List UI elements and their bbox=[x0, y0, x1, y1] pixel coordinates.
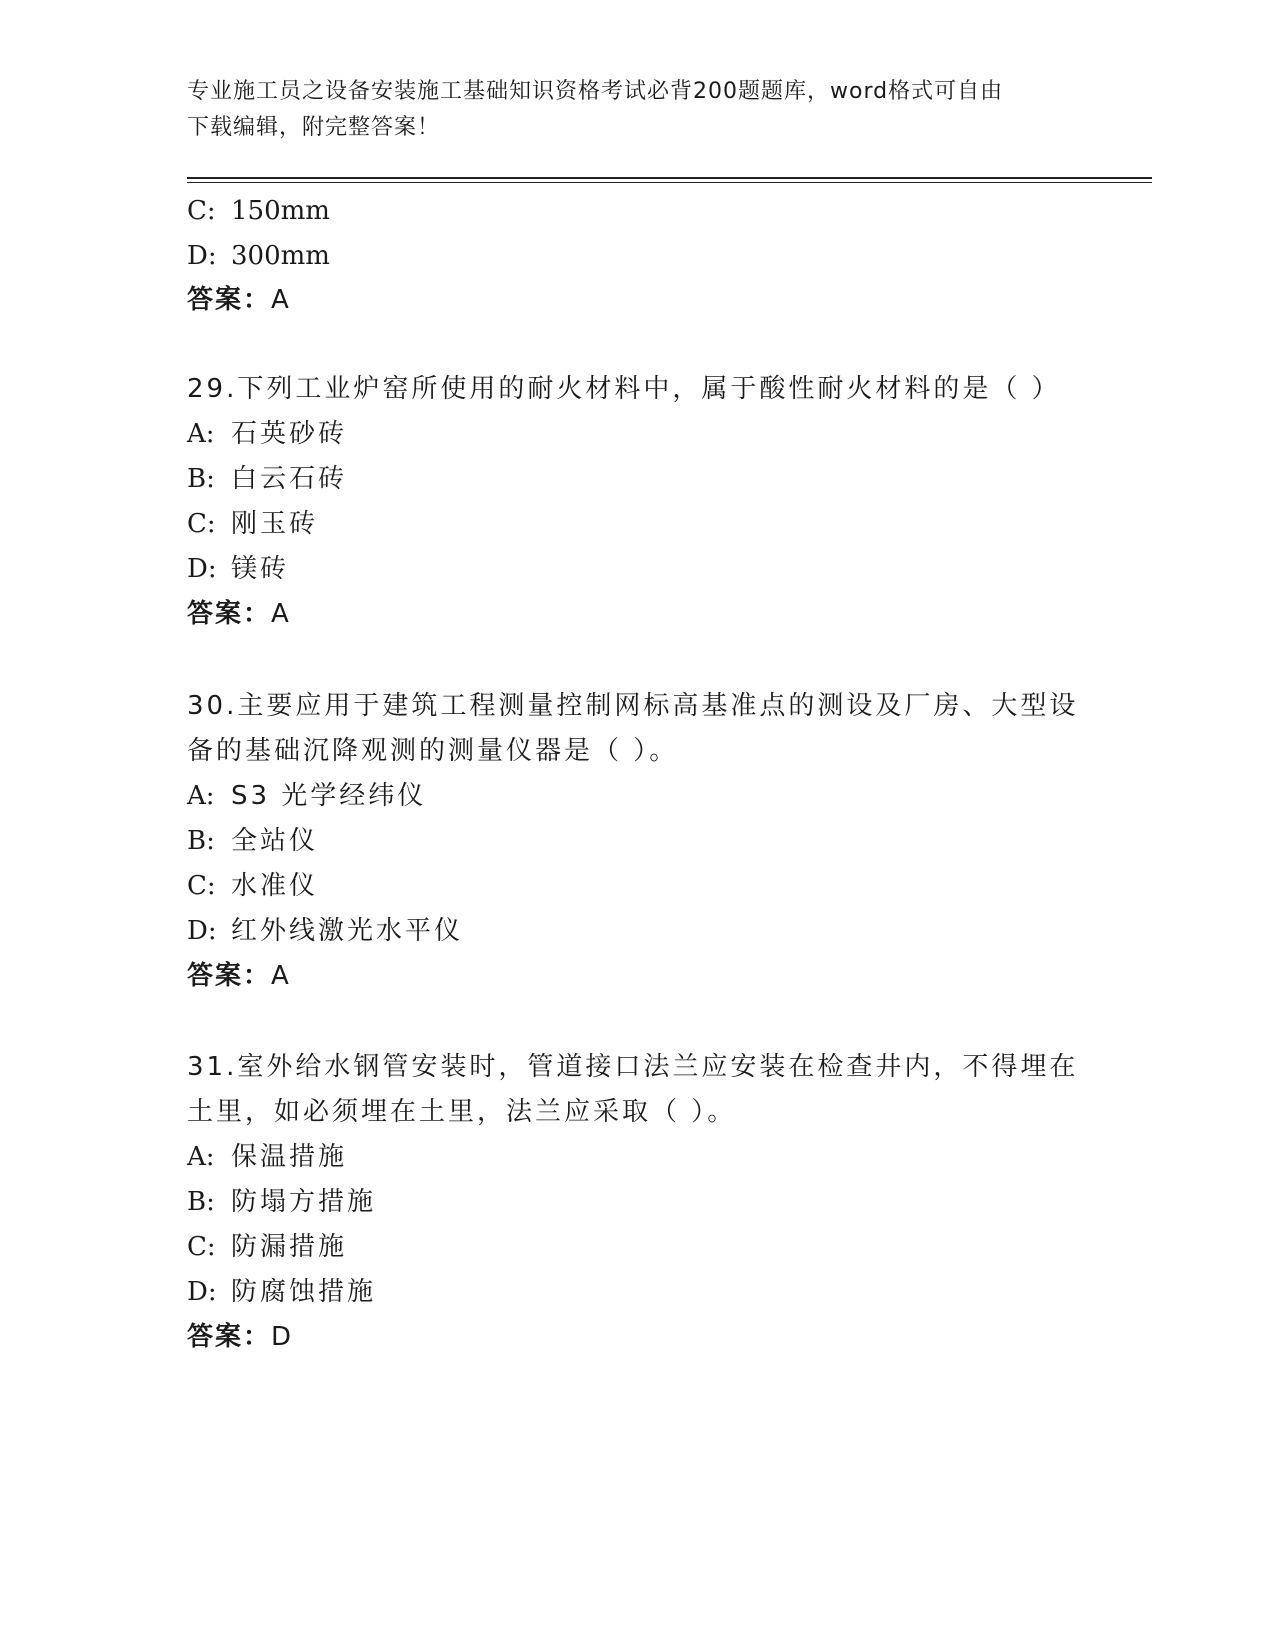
answer-label: 答案： bbox=[187, 961, 272, 991]
option-text: 防漏措施 bbox=[231, 1232, 348, 1262]
option-text: 150mm bbox=[231, 196, 330, 226]
document-header bbox=[187, 74, 1087, 146]
option-d bbox=[187, 914, 463, 948]
option-c bbox=[187, 1230, 347, 1264]
option-label: A: bbox=[187, 781, 215, 811]
option-b bbox=[187, 1185, 376, 1219]
option-text: 白云石砖 bbox=[231, 464, 348, 494]
answer-line bbox=[187, 597, 292, 631]
header-divider-thin bbox=[187, 182, 1152, 183]
option-label: D: bbox=[187, 1277, 217, 1307]
option-label: D: bbox=[187, 554, 217, 584]
answer-value: A bbox=[271, 599, 292, 629]
header-line-2: 下载编辑，附完整答案！ bbox=[187, 115, 441, 140]
option-label: C: bbox=[187, 509, 216, 539]
answer-label: 答案： bbox=[187, 599, 272, 629]
question-29-stem: 29.下列工业炉窑所使用的耐火材料中，属于酸性耐火材料的是（ ） bbox=[187, 374, 1061, 404]
option-label: A: bbox=[187, 419, 215, 449]
option-label: B: bbox=[187, 826, 215, 856]
option-c bbox=[187, 869, 318, 903]
option-d bbox=[187, 552, 289, 586]
answer-line bbox=[187, 283, 292, 317]
answer-line bbox=[187, 1320, 294, 1354]
answer-label: 答案： bbox=[187, 1322, 272, 1352]
option-text: 水准仪 bbox=[231, 871, 319, 901]
option-text: 保温措施 bbox=[231, 1142, 348, 1172]
option-text: 300mm bbox=[231, 241, 330, 271]
option-b bbox=[187, 462, 347, 496]
option-text: 刚玉砖 bbox=[231, 509, 319, 539]
answer-value: D bbox=[271, 1322, 295, 1352]
question-31-stem-line-2: 土里，如必须埋在土里，法兰应采取（ ）。 bbox=[187, 1097, 737, 1127]
option-d bbox=[187, 239, 330, 273]
option-text: 防腐蚀措施 bbox=[231, 1277, 377, 1307]
option-text: 防塌方措施 bbox=[231, 1187, 377, 1217]
answer-value: A bbox=[271, 961, 292, 991]
question-30-stem-line-1: 30.主要应用于建筑工程测量控制网标高基准点的测设及厂房、大型设 bbox=[187, 691, 1079, 721]
option-label: C: bbox=[187, 196, 216, 226]
option-c bbox=[187, 507, 318, 541]
option-a bbox=[187, 779, 426, 813]
option-label: C: bbox=[187, 1232, 216, 1262]
option-label: B: bbox=[187, 1187, 215, 1217]
option-label: D: bbox=[187, 916, 217, 946]
option-text: 全站仪 bbox=[231, 826, 319, 856]
option-label: A: bbox=[187, 1142, 215, 1172]
answer-label: 答案： bbox=[187, 285, 272, 315]
header-line-1: 专业施工员之设备安装施工基础知识资格考试必背200题题库，word格式可自由 bbox=[187, 79, 1004, 104]
option-label: B: bbox=[187, 464, 215, 494]
option-label: D: bbox=[187, 241, 217, 271]
question-30-stem-line-2: 备的基础沉降观测的测量仪器是（ ）。 bbox=[187, 736, 679, 766]
answer-value: A bbox=[271, 285, 292, 315]
question-31-stem-line-1: 31.室外给水钢管安装时，管道接口法兰应安装在检查井内，不得埋在 bbox=[187, 1052, 1079, 1082]
option-text: 石英砂砖 bbox=[231, 419, 348, 449]
option-text: 镁砖 bbox=[231, 554, 290, 584]
option-b bbox=[187, 824, 318, 858]
option-a bbox=[187, 417, 347, 451]
option-c bbox=[187, 194, 330, 228]
option-a bbox=[187, 1140, 347, 1174]
answer-line bbox=[187, 959, 292, 993]
option-text: 红外线激光水平仪 bbox=[231, 916, 464, 946]
option-text: S3 光学经纬仪 bbox=[231, 781, 427, 811]
header-divider bbox=[187, 177, 1152, 179]
option-d bbox=[187, 1275, 376, 1309]
option-label: C: bbox=[187, 871, 216, 901]
